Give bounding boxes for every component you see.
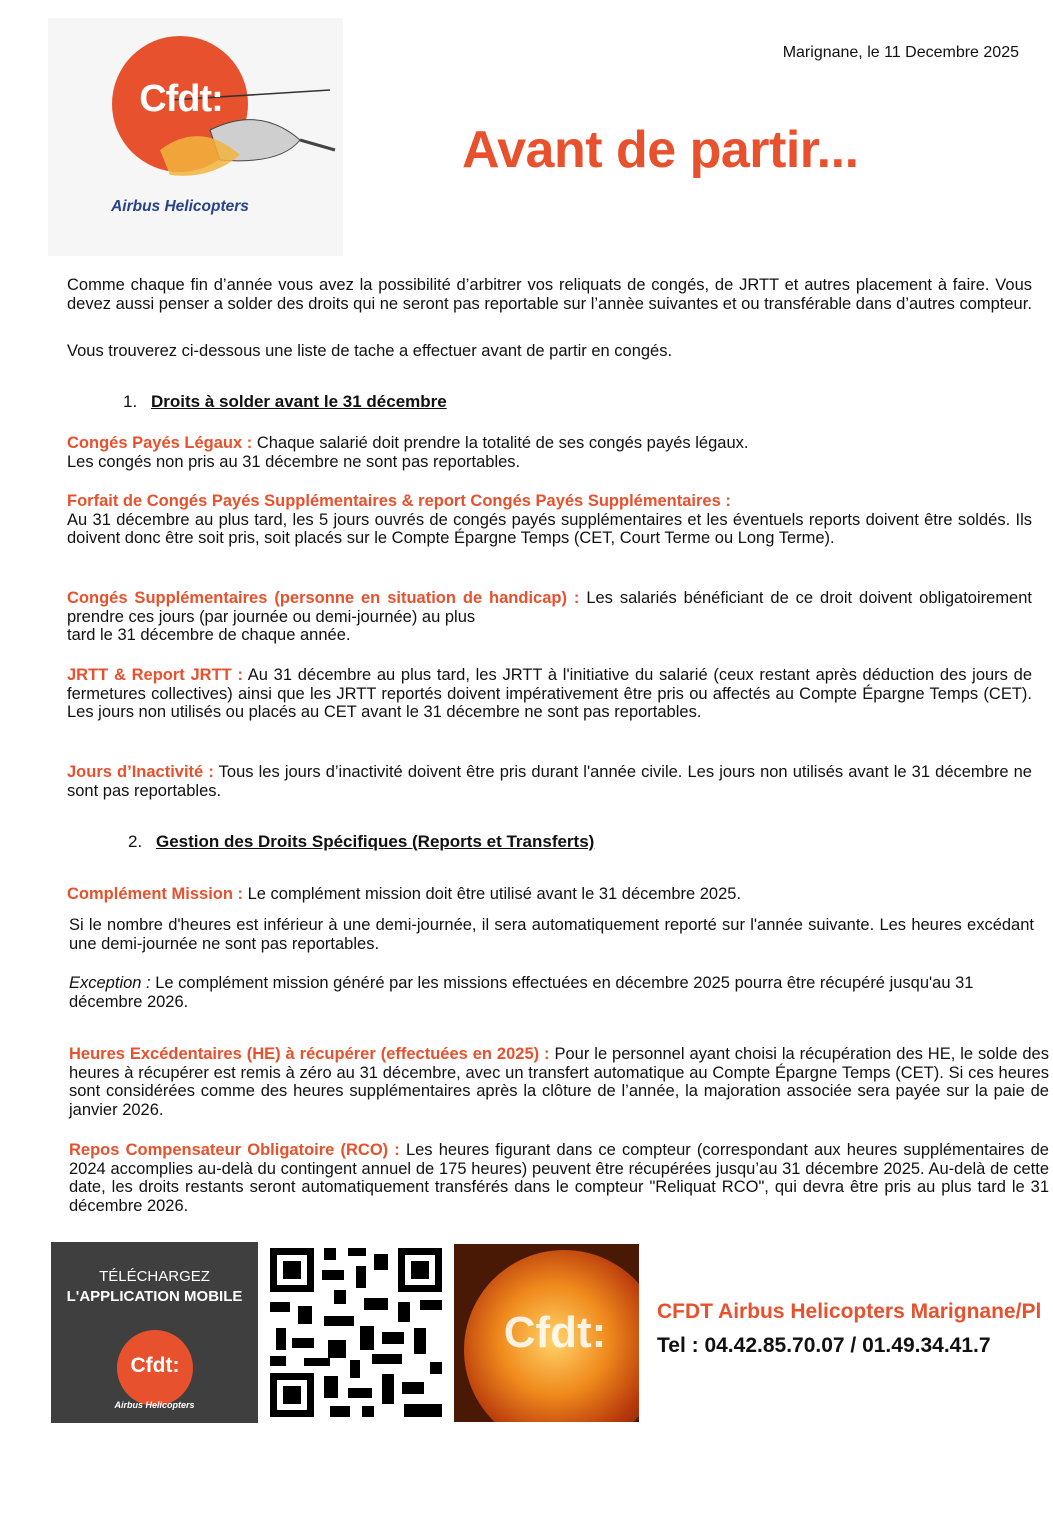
exception-paragraph: [69, 974, 1034, 1011]
contact-phone[interactable]: Tel : 04.42.85.70.07 / 01.49.34.41.7: [657, 1334, 991, 1357]
item-text: Le complément mission doit être utilisé avant le 31 décembre 2025.: [243, 885, 742, 903]
section-title: Gestion des Droits Spécifiques (Reports et Transferts): [156, 832, 595, 851]
app-line-2: L'APPLICATION MOBILE: [66, 1288, 243, 1305]
intro-paragraph-2: Vous trouverez ci-dessous une liste de tache a effectuer avant de partir en congés.: [67, 342, 673, 360]
section-title: Droits à solder avant le 31 décembre: [151, 392, 447, 411]
item-label: Congés Payés Légaux :: [67, 434, 253, 452]
section-number: 1.: [123, 392, 138, 411]
item-conges-handicap: [67, 589, 1032, 645]
item-heures-excedentaires: [69, 1045, 1049, 1119]
item-label: JRTT & Report JRTT :: [67, 666, 243, 684]
item-jrtt: [67, 666, 1032, 722]
app-brand: Cfdt:: [130, 1354, 180, 1377]
item-text-2: Les congés non pris au 31 décembre ne sont pas reportables.: [67, 452, 521, 471]
section-heading-1: [123, 392, 447, 412]
item-label: Repos Compensateur Obligatoire (RCO) :: [69, 1141, 400, 1159]
exception-text: Le complément mission généré par les missions effectuées en décembre 2025 pourra être récupéré jusqu'au 31 décembre 2026.: [69, 974, 974, 1011]
contact-name: CFDT Airbus Helicopters Marignane/Pl: [657, 1300, 1042, 1323]
qr-code-icon[interactable]: [264, 1242, 448, 1423]
mission-paragraph-2: Si le nombre d'heures est inférieur à une demi-journée, il sera automatiquement reporté sur l'année suivante. Les heures excédant une demi-journée ne sont pas reportables.: [69, 916, 1034, 953]
item-label: Congés Supplémentaires (personne en situation de handicap) :: [67, 589, 580, 607]
item-text: Les salariés bénéficiant de ce droit doivent obligatoirement prendre ces jours (par journée ou demi-journée) au plus: [67, 589, 1032, 626]
intro-paragraph: Comme chaque fin d’année vous avez la possibilité d’arbitrer vos reliquats de congés, de JRTT et autres placement à faire. Vous devez aussi penser a solder des droits qui ne seront pas reportable sur l’annèe suivantes et ou transférable dans d’autres compteur.: [67, 276, 1032, 313]
item-label: Jours d’Inactivité :: [67, 763, 214, 781]
page-title: Avant de partir...: [462, 121, 859, 179]
app-line-1: TÉLÉCHARGEZ: [99, 1268, 210, 1285]
item-label: Complément Mission :: [67, 885, 244, 903]
item-forfait-conges: [67, 492, 1032, 548]
item-text: Chaque salarié doit prendre la totalité de ses congés payés légaux.: [252, 434, 749, 452]
item-rco: [69, 1141, 1049, 1215]
item-text-2: tard le 31 décembre de chaque année.: [67, 626, 351, 644]
item-text: Au 31 décembre au plus tard, les JRTT à l'initiative du salarié (ceux restant après déduction des jours de fermetures collectives) ainsi que les JRTT reportés doivent impérativement être pris ou affectés au Compte Épargne Temps (CET). Les jours non utilisés ou placés au CET avant le 31 décembre ne sont pas reportables.: [67, 666, 1032, 721]
section-heading-2: [128, 832, 594, 852]
section-number: 2.: [128, 832, 143, 851]
app-subtitle: Airbus Helicopters: [114, 1400, 195, 1410]
item-conges-payes-legaux: [67, 434, 1032, 471]
photo-brand: Cfdt:: [503, 1308, 607, 1357]
logo-brand: Cfdt:: [139, 78, 223, 120]
item-text: Les heures figurant dans ce compteur (correspondant aux heures supplémentaires de 2024 accomplies au-delà du contingent annuel de 175 heures) peuvent être récupérées jusqu’au 31 décembre 2025. Au-delà de cette date, les droits restants seront automatiquement transférés dans le compteur "Reliquat RCO", qui devra être pris au plus tard le 31 décembre 2026.: [69, 1141, 1049, 1215]
item-label: Heures Excédentaires (HE) à récupérer (effectuées en 2025) :: [69, 1045, 550, 1063]
cfdt-photo-banner: [454, 1244, 639, 1422]
app-download-banner[interactable]: [51, 1242, 258, 1423]
exception-label: Exception :: [69, 974, 151, 992]
item-label: Forfait de Congés Payés Supplémentaires & report Congés Payés Supplémentaires :: [67, 492, 731, 510]
item-text: Pour le personnel ayant choisi la récupération des HE, le solde des heures à récupérer est remis à zéro au 31 décembre, avec un transfert automatique au Compte Épargne Temps (CET). Si ces heures sont considérées comme des heures supplémentaires après la clôture de l’année, la majoration associée sera payée sur la paie de janvier 2026.: [69, 1045, 1049, 1119]
item-jours-inactivite: [67, 763, 1032, 800]
item-complement-mission: [67, 885, 1032, 904]
logo-subtitle: Airbus Helicopters: [111, 198, 249, 215]
document-date: Marignane, le 11 Decembre 2025: [782, 44, 1019, 61]
item-text: Au 31 décembre au plus tard, les 5 jours ouvrés de congés payés supplémentaires et les éventuels reports doivent être soldés. Ils doivent donc être soit pris, soit placés sur le Compte Épargne Temps (CET, Court Terme ou Long Terme).: [67, 510, 1032, 547]
item-text: Tous les jours d’inactivité doivent être pris durant l'année civile. Les jours non utilisés avant le 31 décembre ne sont pas reportables.: [67, 763, 1032, 800]
